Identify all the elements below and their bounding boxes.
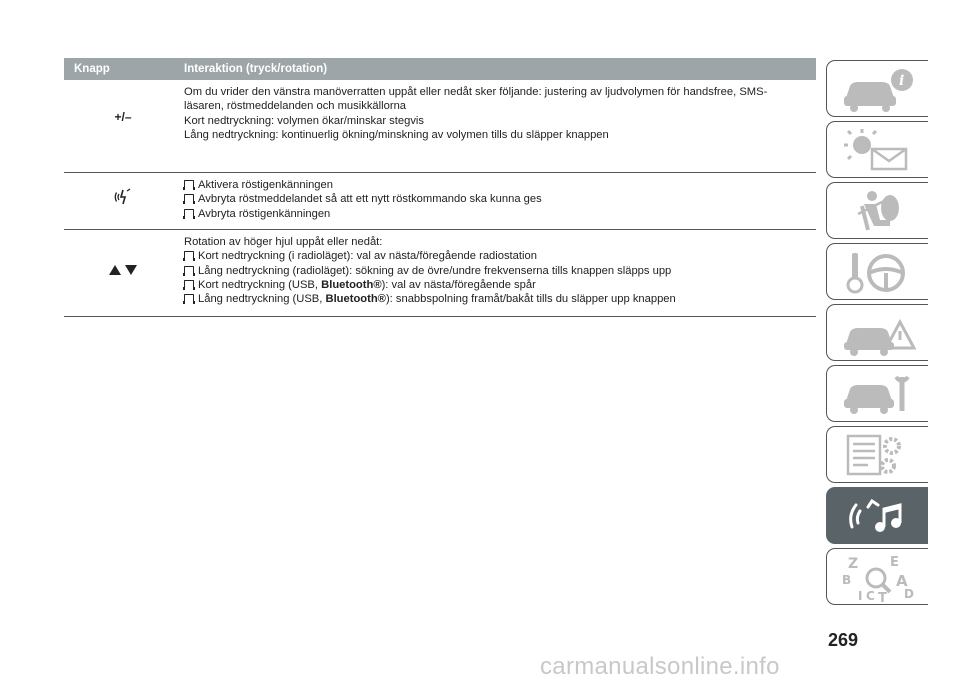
- description-line: Om du vrider den vänstra manöverratten uppåt eller nedåt sker följande: justering av ljudvolymen för handsfree, SMS-: [184, 86, 768, 98]
- description-line: Kort nedtryckning: volymen ökar/minskar stegvis: [184, 114, 425, 127]
- airbag-safety-icon: [838, 186, 918, 236]
- tab-maintenance[interactable]: [826, 365, 928, 422]
- tab-warning-lights[interactable]: [826, 121, 928, 178]
- voice-command-icon: [114, 188, 132, 209]
- tab-multimedia[interactable]: [826, 487, 928, 544]
- bullet-icon: [184, 266, 194, 273]
- button-cell: [64, 80, 182, 172]
- list-item: Avbryta röstigenkänningen: [184, 207, 816, 221]
- intro-text: Rotation av höger hjul uppåt eller nedåt:: [184, 236, 383, 248]
- description-line: Lång nedtryckning: kontinuerlig ökning/minskning av volymen tills du släpper knappen: [184, 128, 609, 141]
- bullet-icon: [184, 294, 194, 301]
- volume-button-label: +/–: [114, 110, 132, 124]
- svg-text:I: I: [857, 588, 862, 602]
- table-row: [64, 230, 816, 317]
- svg-text:C: C: [865, 588, 875, 602]
- tab-index[interactable]: [826, 548, 928, 605]
- svg-text:E: E: [889, 554, 899, 570]
- list-item: Avbryta röstmeddelandet så att ett nytt röstkommando ska kunna ges: [184, 192, 816, 206]
- interaction-cell: [182, 230, 816, 316]
- button-cell: [64, 173, 182, 229]
- controls-table: [64, 58, 816, 317]
- key-steering-wheel-icon: [838, 247, 918, 297]
- table-row: [64, 173, 816, 230]
- tab-technical-data[interactable]: [826, 426, 928, 483]
- multimedia-music-icon: [838, 491, 918, 541]
- technical-data-gear-icon: [838, 430, 918, 480]
- interaction-cell: [182, 80, 816, 172]
- tab-starting-driving[interactable]: [826, 243, 928, 300]
- svg-text:B: B: [841, 572, 851, 587]
- bullet-icon: [184, 251, 194, 258]
- header-interaction-column: Interaktion (tryck/rotation): [184, 63, 328, 75]
- svg-text:i: i: [898, 72, 904, 89]
- warning-light-message-icon: [838, 125, 918, 175]
- table-header: [64, 58, 816, 80]
- interaction-cell: [182, 173, 816, 229]
- button-cell: [64, 230, 182, 316]
- list-item: Kort nedtryckning (i radioläget): val av nästa/föregående radiostation: [184, 249, 816, 263]
- list-item: Lång nedtryckning (radioläget): sökning av de övre/undre frekvenserna tills knappen släpps upp: [184, 264, 816, 278]
- car-service-wrench-icon: [838, 369, 918, 419]
- list-item: Lång nedtryckning (USB, Bluetooth®): snabbspolning framåt/bakåt tills du släpper upp knappen: [184, 292, 816, 306]
- tab-car-info[interactable]: [826, 60, 928, 117]
- svg-text:T: T: [877, 590, 887, 602]
- tab-emergency[interactable]: [826, 304, 928, 361]
- alphabetical-index-icon: [838, 552, 918, 602]
- table-row: [64, 80, 816, 173]
- watermark: carmanualsonline.info: [540, 653, 780, 680]
- bullet-icon: [184, 194, 194, 201]
- car-breakdown-icon: [838, 308, 918, 358]
- bullet-icon: [184, 209, 194, 216]
- page-number: 269: [828, 630, 859, 650]
- svg-text:Z: Z: [847, 555, 858, 572]
- list-item: Kort nedtryckning (USB, Bluetooth®): val av nästa/föregående spår: [184, 278, 816, 292]
- car-info-icon: [838, 64, 918, 114]
- svg-text:D: D: [903, 586, 914, 601]
- up-down-arrows-icon: [109, 265, 137, 275]
- bullet-icon: [184, 180, 194, 187]
- description-line: läsaren, röstmeddelanden och musikkällorna: [184, 100, 407, 113]
- header-button-column: Knapp: [74, 63, 110, 75]
- svg-text:A: A: [895, 571, 908, 590]
- bullet-icon: [184, 280, 194, 287]
- list-item: Aktivera röstigenkänningen: [184, 178, 816, 192]
- tab-safety[interactable]: [826, 182, 928, 239]
